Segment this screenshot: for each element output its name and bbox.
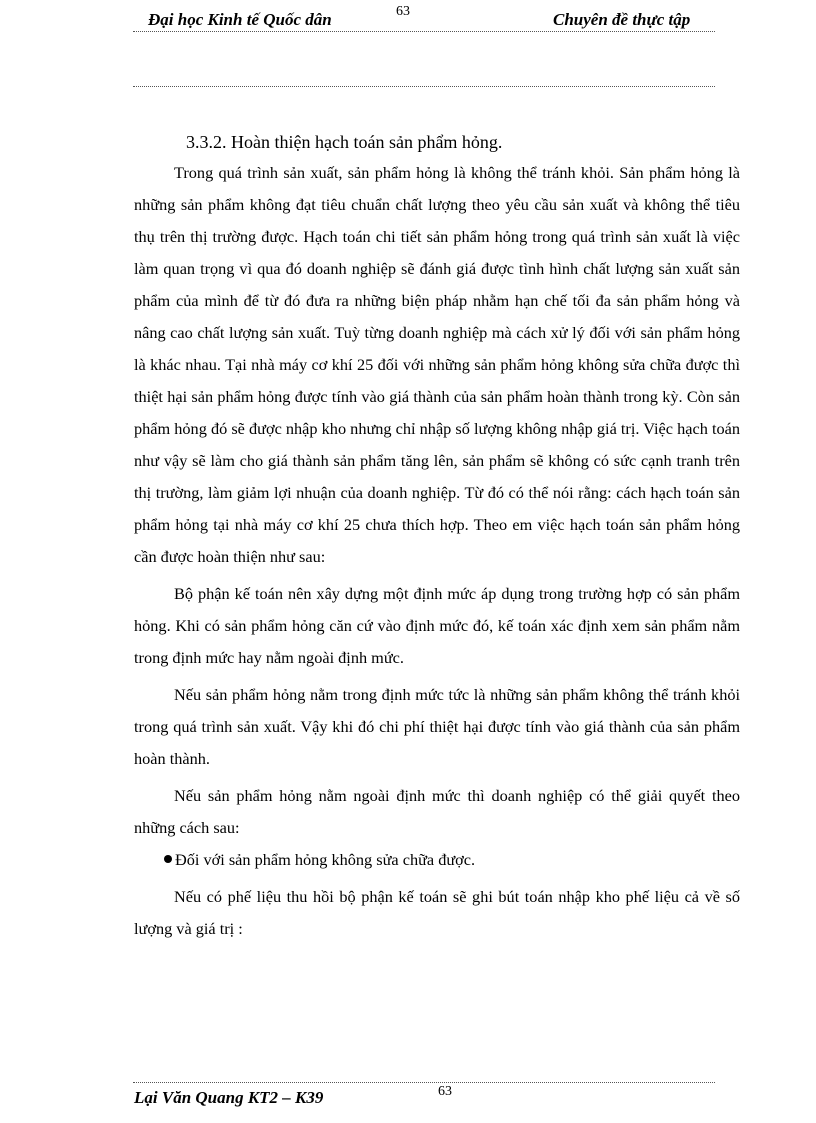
bullet-item <box>134 844 740 876</box>
footer-rule <box>133 1082 715 1083</box>
header-second-rule <box>133 86 715 87</box>
paragraph-norm: Bộ phận kế toán nên xây dựng một định mức áp dụng trong trường hợp có sản phẩm hỏng. Khi có sản phẩm hỏng căn cứ vào định mức đó, kế toán xác định xem sản phẩm nằm trong định mức hay nằm ngoài định mức. <box>134 584 740 667</box>
header-rule <box>133 31 715 32</box>
footer-page-number: 63 <box>438 1084 452 1099</box>
paragraph-within-norm: Nếu sản phẩm hỏng nằm trong định mức tức là những sản phẩm không thể tránh khỏi trong quá trình sản xuất. Vậy khi đó chi phí thiệt hại được tính vào giá thành của sản phẩm hoàn thành. <box>134 685 740 768</box>
header-report-type: Chuyên đề thực tập <box>553 10 691 29</box>
header-university: Đại học Kinh tế Quốc dân <box>148 10 332 29</box>
paragraph-intro: Trong quá trình sản xuất, sản phẩm hỏng là không thể tránh khỏi. Sản phẩm hỏng là những sản phẩm không đạt tiêu chuẩn chất lượng theo yêu cầu sản xuất và không thể tiêu thụ trên thị trường được. Hạch toán chi tiết sản phẩm hỏng trong quá trình sản xuất là việc làm quan trọng vì qua đó doanh nghiệp sẽ đánh giá được tình hình chất lượng sản xuất sản phẩm của mình để từ đó đưa ra những biện pháp nhằm hạn chế tối đa sản phẩm hỏng và nâng cao chất lượng sản xuất. Tuỳ từng doanh nghiệp mà cách xử lý đối với sản phẩm hỏng là khác nhau. Tại nhà máy cơ khí 25 đối với những sản phẩm hỏng không sửa chữa được thì thiệt hại sản phẩm hỏng được tính vào giá thành của sản phẩm hoàn thành trong kỳ. Còn sản phẩm hỏng đó sẽ được nhập kho nhưng chỉ nhập số lượng không nhập giá trị. Việc hạch toán như vậy sẽ làm cho giá thành sản phẩm tăng lên, sản phẩm sẽ không có sức cạnh tranh trên thị trường, làm giảm lợi nhuận của doanh nghiệp. Từ đó có thể nói rằng: cách hạch toán sản phẩm hỏng tại nhà máy cơ khí 25 chưa thích hợp. Theo em việc hạch toán sản phẩm hỏng cần được hoàn thiện như sau: <box>134 163 740 566</box>
section-heading: 3.3.2. Hoàn thiện hạch toán sản phẩm hỏng. <box>186 132 503 152</box>
header-page-number: 63 <box>396 4 410 19</box>
paragraph-scrap: Nếu có phế liệu thu hồi bộ phận kế toán sẽ ghi bút toán nhập kho phế liệu cả về số lượng và giá trị : <box>134 887 740 938</box>
bullet-icon <box>164 855 172 863</box>
footer-author: Lại Văn Quang KT2 – K39 <box>134 1088 324 1107</box>
section-body <box>134 157 740 945</box>
paragraph-outside-norm: Nếu sản phẩm hỏng nằm ngoài định mức thì doanh nghiệp có thể giải quyết theo những cách sau: <box>134 786 740 837</box>
bullet-text: Đối với sản phẩm hỏng không sửa chữa được. <box>175 850 476 869</box>
